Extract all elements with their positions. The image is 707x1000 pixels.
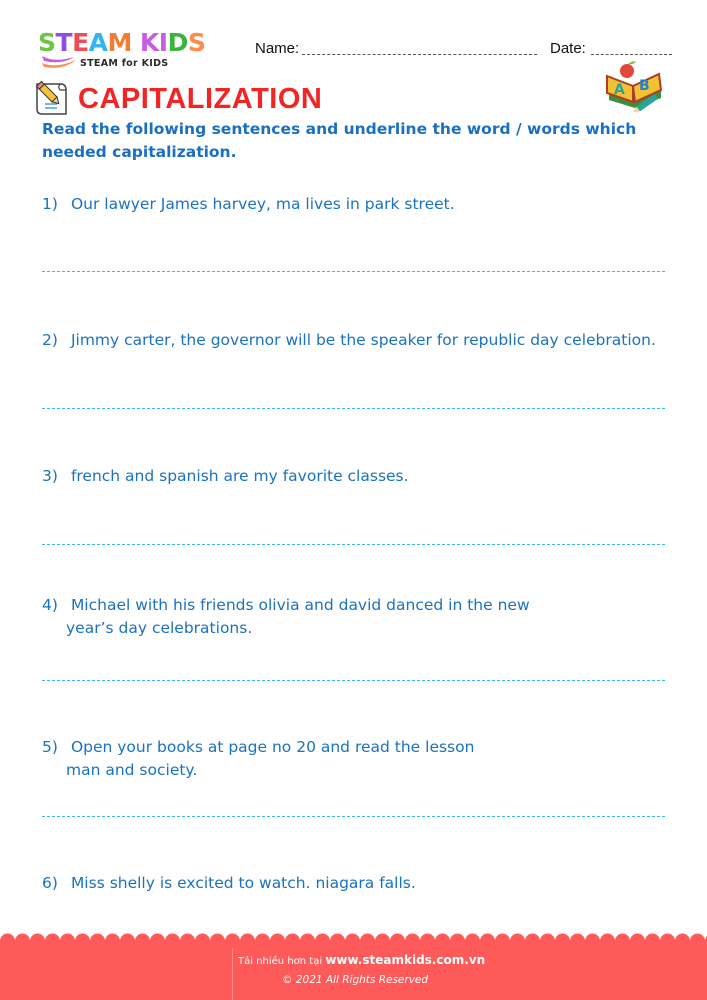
abc-book-apple-icon — [603, 58, 667, 113]
pencil-paper-icon — [33, 80, 71, 118]
footer-website-link[interactable]: www.steamkids.com.vn — [325, 953, 486, 967]
footer-copyright: © 2021 All Rights Reserved — [282, 974, 429, 986]
question-text: Our lawyer James harvey, ma lives in park street. — [70, 195, 455, 213]
question-number: 5) — [42, 738, 58, 756]
question-text: french and spanish are my favorite classes. — [70, 467, 409, 485]
question-4 — [42, 594, 662, 640]
logo-letter: E — [72, 28, 89, 57]
logo-tagline: STEAM for KIDS — [80, 58, 169, 69]
footer-prefix: Tải nhiều hơn tại — [238, 956, 323, 967]
svg-text:B: B — [639, 78, 650, 94]
logo-swoosh-icon — [40, 54, 80, 70]
logo-letter: I — [158, 28, 168, 57]
question-number: 2) — [42, 331, 58, 349]
logo-letter: T — [55, 28, 73, 57]
name-label: Name: — [255, 40, 300, 57]
answer-line-2[interactable] — [42, 408, 665, 409]
steam-kids-logo — [38, 30, 238, 72]
answer-line-5[interactable] — [42, 816, 665, 817]
answer-line-4[interactable] — [42, 680, 665, 681]
question-text: Jimmy carter, the governor will be the speaker for republic day celebration. — [70, 331, 656, 349]
question-number: 6) — [42, 874, 58, 892]
question-number: 1) — [42, 195, 58, 213]
logo-letter: S — [38, 28, 56, 57]
question-text: Open your books at page no 20 and read the lesson — [70, 738, 475, 756]
date-label: Date: — [550, 40, 586, 57]
question-text-continued: man and society. — [66, 761, 198, 779]
instructions: Read the following sentences and underline the word / words which needed capitalization. — [42, 120, 637, 161]
logo-letter: K — [139, 28, 159, 57]
logo-wordmark — [38, 30, 205, 56]
footer — [0, 940, 707, 1000]
question-text: Michael with his friends olivia and david danced in the new — [70, 596, 530, 614]
question-2 — [42, 329, 662, 352]
question-5 — [42, 736, 662, 782]
logo-letter: M — [107, 28, 132, 57]
footer-divider — [232, 948, 233, 1000]
question-1 — [42, 193, 662, 216]
logo-letter: A — [88, 28, 108, 57]
question-number: 4) — [42, 596, 58, 614]
date-field[interactable] — [591, 54, 672, 55]
worksheet-title: CAPITALIZATION — [78, 83, 323, 115]
answer-line-1[interactable] — [42, 271, 665, 272]
logo-letter: D — [167, 28, 188, 57]
logo-letter: S — [187, 28, 206, 57]
svg-text:A: A — [614, 82, 625, 98]
question-number: 3) — [42, 467, 58, 485]
question-text-continued: year’s day celebrations. — [66, 619, 253, 637]
question-6 — [42, 872, 662, 895]
scalloped-edge — [0, 933, 707, 947]
question-text: Miss shelly is excited to watch. niagara falls. — [70, 874, 416, 892]
name-field[interactable] — [302, 54, 537, 55]
answer-line-3[interactable] — [42, 544, 665, 545]
footer-download-text — [238, 953, 485, 967]
question-3 — [42, 465, 662, 488]
